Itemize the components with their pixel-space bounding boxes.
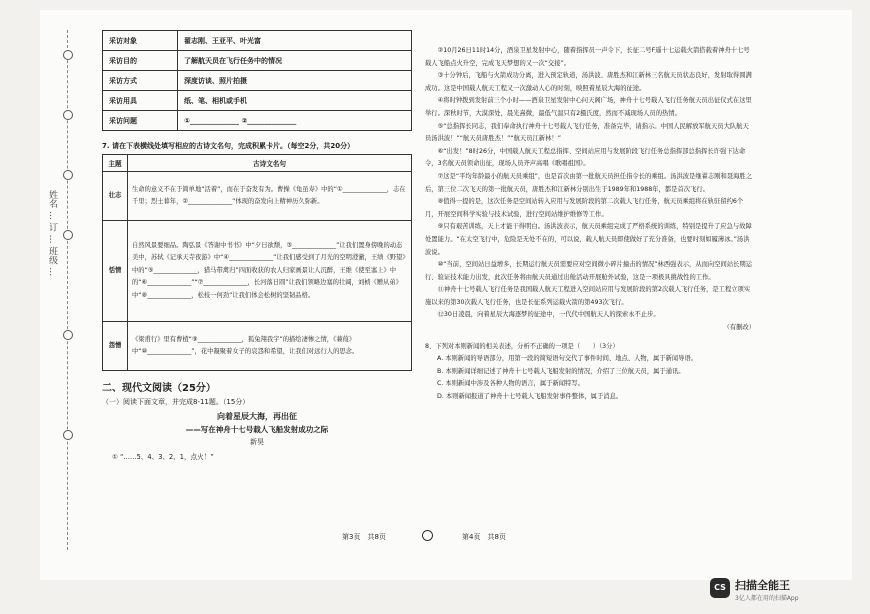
table-row xyxy=(103,91,412,111)
article-paragraph: ②10月26日11时14分，酒泉卫星发射中心，随着指挥员一声令下，长征二号F遥十七运载火箭搭载着神舟十七号载人飞船点火升空，完成飞天梦想的又一次“交接”。 xyxy=(425,47,750,67)
article-paragraph: ⑫30日凌晨，向着星辰大海逐梦的征途中，一代代中国航天人的探索永不止步。 xyxy=(437,311,660,319)
article-paragraph: ⑦这是“平均年龄最小的航天员乘组”，也是首次由第一批航天员担任指令长的乘组。汤洪波是继翟志刚和聂海胜之后，第三位二次飞天的第一批航天员，唐胜杰和江新林分别出生于1989年和1988年，都是首次飞行。 xyxy=(425,172,753,193)
table-key: 采访目的 xyxy=(103,51,178,71)
theme-cell: 怨憎 xyxy=(103,322,128,371)
table-key: 采访问题 xyxy=(103,111,178,131)
table-row xyxy=(103,71,412,91)
edit-note: （有删改） xyxy=(723,324,755,332)
watermark-tagline: 3亿人都在用的扫描App xyxy=(735,595,799,602)
article-paragraph: ① “……5、4、3、2、1，点火！” xyxy=(112,453,214,461)
table-row xyxy=(103,31,412,51)
table-row xyxy=(103,111,412,131)
answer-blank[interactable]: ①______________ ②______________ xyxy=(178,111,412,131)
answer-option-c[interactable]: C. 本则新闻中涉及各种人物的语言，属于新闻特写。 xyxy=(437,380,584,388)
watermark-title: 扫描全能王 xyxy=(735,579,790,592)
table-key: 采访对象 xyxy=(103,31,178,51)
interview-table xyxy=(102,30,412,131)
article-paragraph: ⑤“总指挥长同志，我们奉命执行神舟十七号载人飞行任务，准备完毕，请指示。中国人民解放军航天员大队航天员汤洪波！”“航天员唐胜杰！”“航天员江新林！” xyxy=(425,122,749,143)
article-headline: 向着星辰大海，再出征 xyxy=(217,412,297,421)
column-header-poems: 古诗文名句 xyxy=(128,155,412,172)
answer-option-d[interactable]: D. 本则新闻报道了神舟十七号载人飞船发射事件整体，属于消息。 xyxy=(437,393,623,401)
binding-hole-icon xyxy=(63,110,73,120)
camscanner-logo-icon: CS xyxy=(710,578,730,598)
article-paragraph: ⑥“出发！”8时26分，中国载人航天工程总指挥、空间站应用与发展阶段飞行任务总指挥部总指挥长许强下达命令，3名航天员领命出征，现场人员齐声高唱《歌唱祖国》。 xyxy=(425,147,746,168)
page-number-left: 第3页 共8页 xyxy=(342,533,386,541)
table-row xyxy=(103,51,412,71)
article-paragraph: ③十分钟后，飞船与火箭成功分离，进入预定轨道，汤洪波、唐胜杰和江新林三名航天员状态良好，发射取得圆满成功。这是中国载人航天工程又一次激动人心的时刻，映照着星辰大海的征途。 xyxy=(425,72,752,92)
poem-fill-blank[interactable]: 自然风景要细品。陶弘景《答谢中书书》中“夕日欲颓，③______________”让我们置身傍晚的动态美中，苏轼《记承天寺夜游》中“④______________”让我们感受到了月光的空明澄澈，王绩《野望》中的“⑤______________，猎马带禽归”四面收获的农人归家画景让人沉醉，王维《使至塞上》中的“⑥______________”“⑦______________，长河落日圆”让我们领略边塞的壮阔，刘桢《赠从弟》中“⑧______________，松枝一何劲”让我们体会松树的坚韧品格。 xyxy=(128,221,412,322)
question-8-title: 8、下列对本则新闻的相关表述，分析不正确的一项是（ ）（3分） xyxy=(425,342,619,350)
article-paragraph: ⑩“当前，空间站日益增多，长期运行航天员需要应对空间微小碎片撞击的情况”林西强表示，从而向空间站长期运行、验证技术能力出发，此次任务将由航天员通过出舱活动开展舱外试验，这是一项极具挑战性的工作。 xyxy=(425,261,753,281)
table-row xyxy=(103,221,412,322)
article-subheadline: ——写在神舟十七号载人飞船发射成功之际 xyxy=(185,425,329,434)
poem-card-table xyxy=(102,154,412,371)
binding-hole-icon xyxy=(63,230,73,240)
table-row xyxy=(103,322,412,371)
answer-option-a[interactable]: A. 本则新闻的导语部分，用第一段的简短语句交代了事件时间、地点、人物，属于新闻导语。 xyxy=(437,355,698,363)
table-header-row xyxy=(103,155,412,172)
article-paragraph: ⑧值得一提的是，这次任务是空间站转入应用与发展阶段的第二次载人飞行任务，航天员乘组将在轨驻留约6个月，开展空间科学实验与技术试验，进行空间站维护维修等工作。 xyxy=(425,198,744,218)
right-page xyxy=(425,45,755,404)
table-row xyxy=(103,172,412,221)
theme-cell: 恬情 xyxy=(103,221,128,322)
article-paragraph: ⑪神舟十七号载人飞行任务是我国载人航天工程进入空间站应用与发展阶段的第2次载人飞行任务，是工程立项实施以来的第30次载人飞行任务，也是长征系列运载火箭的第493次飞行。 xyxy=(425,286,751,306)
center-ring-icon xyxy=(422,530,433,541)
article-paragraph: ④将时钟拨到发射前三个小时——酒泉卫星发射中心问天阁广场，神舟十七号载人飞行任务航天员出征仪式在这里举行。深秋时节，大漠深处，晨光熹微，最低气温只有2摄氏度，然而不减现场人员的热情。 xyxy=(425,97,752,117)
column-header-theme: 主题 xyxy=(103,155,128,172)
table-value: 深度访谈、照片拍摄 xyxy=(178,71,412,91)
answer-option-b[interactable]: B. 本则新闻详细记述了神舟十七号载人飞船发射的情况，介绍了三位航天员，属于通讯。 xyxy=(437,367,685,375)
article-paragraph: ⑨只有艰苦训练，天上才能干得明白。汤洪波表示，航天员乘组完成了严格系统的训练，特别是提升了应急与故障处置能力。“在太空飞行中，危险是无处不在的，可以说，载人航天员即使做好了充分准备，也要时刻如履薄冰。”汤洪波说。 xyxy=(425,223,752,256)
question-7-title: 7. 请在下表横线处填写相应的古诗文名句，完成积累卡片。（每空2分，共20分） xyxy=(102,142,355,150)
binding-margin xyxy=(44,30,90,550)
poem-fill-blank[interactable]: 生命的意义不在于简单地“活着”，而在于奋发有为。曹操《龟虽寿》中的“①______________，志在千里；烈士暮年，②______________”体现的奋发向上精神历久弥新。 xyxy=(128,172,412,221)
table-value: 纸、笔、相机或手机 xyxy=(178,91,412,111)
poem-fill-blank[interactable]: 《梁甫行》里有曹植“⑨______________，狐兔翔我宇”的描绘凄惨之情，《蒹葭》中“⑩______________”，花中凝聚着女子的哀怨和希望，让我们对远行人的思念。 xyxy=(128,322,412,371)
binding-hole-icon xyxy=(63,50,73,60)
table-key: 采访用具 xyxy=(103,91,178,111)
left-page xyxy=(102,30,412,461)
binding-hole-icon xyxy=(63,430,73,440)
binding-dashed-line xyxy=(67,30,68,550)
table-value: 了解航天员在飞行任务中的情况 xyxy=(178,51,412,71)
binding-hole-icon xyxy=(63,170,73,180)
theme-cell: 壮志 xyxy=(103,172,128,221)
reading-instruction: （一）阅读下面文章，并完成8-11题。（15分） xyxy=(102,398,250,406)
article-author: 新昊 xyxy=(250,438,264,446)
binding-hole-icon xyxy=(63,330,73,340)
section-heading: 二、现代文阅读（25分） xyxy=(102,383,216,394)
table-value: 翟志刚、王亚平、叶光富 xyxy=(178,31,412,51)
binding-label: 姓名 … 订 … 班级 … xyxy=(47,190,57,277)
table-key: 采访方式 xyxy=(103,71,178,91)
page-number-right: 第4页 共8页 xyxy=(462,533,506,541)
scanner-watermark xyxy=(710,576,860,606)
